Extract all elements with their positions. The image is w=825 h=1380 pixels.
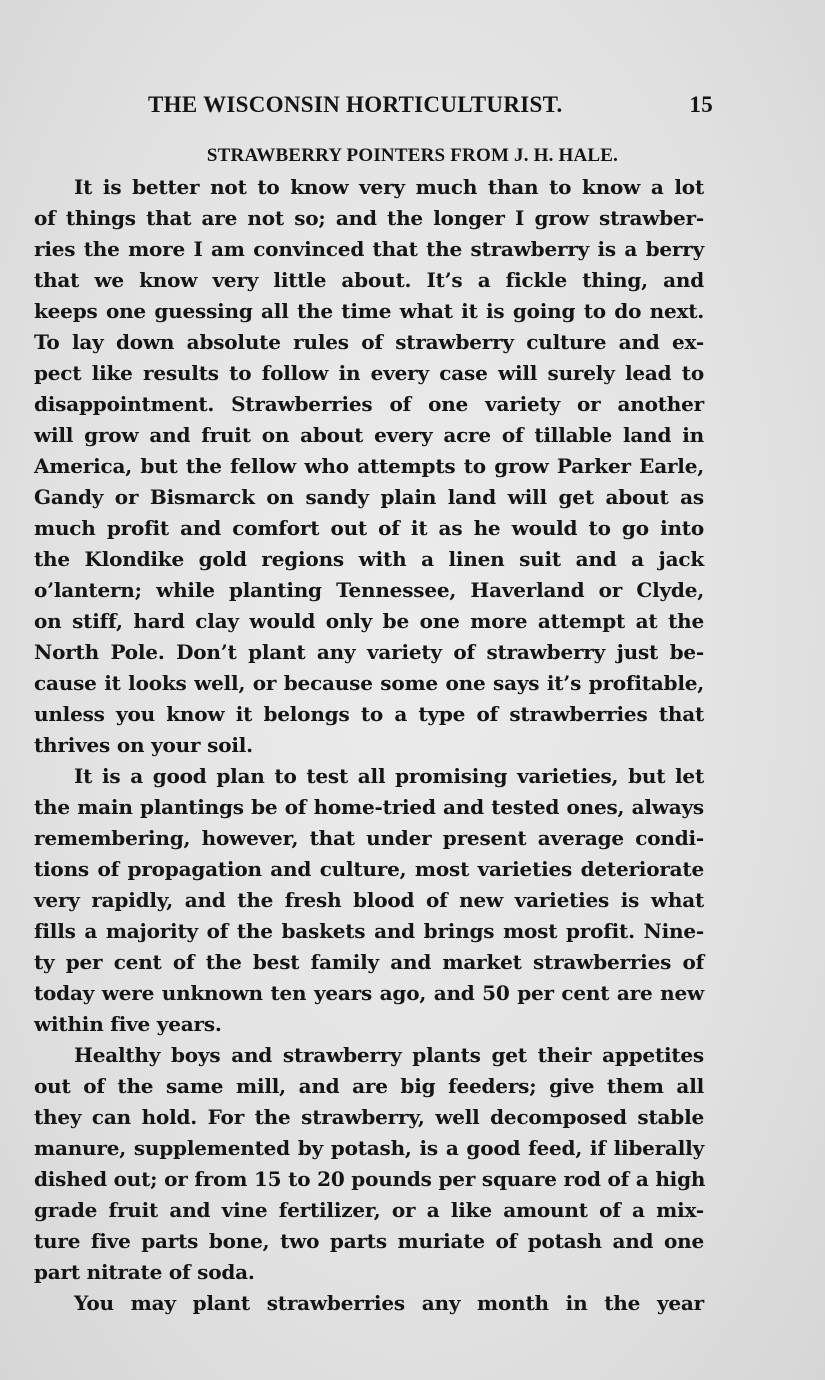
- text-line: very rapidly, and the fresh blood of new varieties is what: [34, 888, 704, 912]
- text-line: thrives on your soil.: [34, 733, 253, 757]
- text-line: Gandy or Bismarck on sandy plain land will get about as: [34, 485, 704, 509]
- text-line: It is a good plan to test all promising varieties, but let: [74, 764, 704, 788]
- text-line: You may plant strawberries any month in the year: [74, 1291, 704, 1315]
- paragraph-4: [34, 1288, 704, 1319]
- text-line: the main plantings be of home-tried and tested ones, always: [34, 795, 704, 819]
- text-line: North Pole. Don’t plant any variety of strawberry just be-: [34, 640, 704, 664]
- text-line: that we know very little about. It’s a fickle thing, and: [34, 268, 704, 292]
- text-line: ries the more I am convinced that the strawberry is a berry: [34, 237, 704, 261]
- paragraph-3: [34, 1040, 704, 1288]
- text-line: America, but the fellow who attempts to grow Parker Earle,: [34, 454, 704, 478]
- text-line: disappointment. Strawberries of one variety or another: [34, 392, 704, 416]
- text-line: dished out; or from 15 to 20 pounds per square rod of a high: [34, 1167, 706, 1191]
- text-line: keeps one guessing all the time what it is going to do next.: [34, 299, 704, 323]
- text-line: they can hold. For the strawberry, well decomposed stable: [34, 1105, 704, 1129]
- text-line: unless you know it belongs to a type of strawberries that: [34, 702, 704, 726]
- text-line: the Klondike gold regions with a linen suit and a jack: [34, 547, 704, 571]
- text-line: remembering, however, that under present average condi-: [34, 826, 704, 850]
- text-line: ty per cent of the best family and market strawberries of: [34, 950, 704, 974]
- journal-title: THE WISCONSIN HORTICULTURIST.: [148, 92, 563, 117]
- text-line: within five years.: [34, 1012, 222, 1036]
- page-number: 15: [689, 92, 713, 117]
- text-line: fills a majority of the baskets and brings most profit. Nine-: [34, 919, 704, 943]
- text-line: cause it looks well, or because some one says it’s profitable,: [34, 671, 704, 695]
- article-body: [34, 172, 704, 1319]
- text-line: manure, supplemented by potash, is a good feed, if liberally: [34, 1136, 704, 1160]
- text-line: will grow and fruit on about every acre of tillable land in: [34, 423, 704, 447]
- paragraph-2: [34, 761, 704, 1040]
- text-line: grade fruit and vine fertilizer, or a like amount of a mix-: [34, 1198, 704, 1222]
- text-line: on stiff, hard clay would only be one more attempt at the: [34, 609, 704, 633]
- text-line: ture five parts bone, two parts muriate of potash and one: [34, 1229, 704, 1253]
- text-line: out of the same mill, and are big feeders; give them all: [34, 1074, 704, 1098]
- text-line: pect like results to follow in every case will surely lead to: [34, 361, 704, 385]
- text-line: Healthy boys and strawberry plants get their appetites: [74, 1043, 704, 1067]
- text-line: today were unknown ten years ago, and 50 per cent are new: [34, 981, 704, 1005]
- text-line: It is better not to know very much than to know a lot: [74, 175, 704, 199]
- text-line: part nitrate of soda.: [34, 1260, 255, 1284]
- text-line: tions of propagation and culture, most varieties deteriorate: [34, 857, 704, 881]
- running-head: [148, 92, 713, 124]
- text-line: o’lantern; while planting Tennessee, Haverland or Clyde,: [34, 578, 704, 602]
- article-title: STRAWBERRY POINTERS FROM J. H. HALE.: [206, 145, 619, 166]
- paragraph-1: [34, 172, 704, 761]
- text-line: much profit and comfort out of it as he would to go into: [34, 516, 704, 540]
- text-line: of things that are not so; and the longer I grow strawber-: [34, 206, 704, 230]
- text-line: To lay down absolute rules of strawberry culture and ex-: [34, 330, 704, 354]
